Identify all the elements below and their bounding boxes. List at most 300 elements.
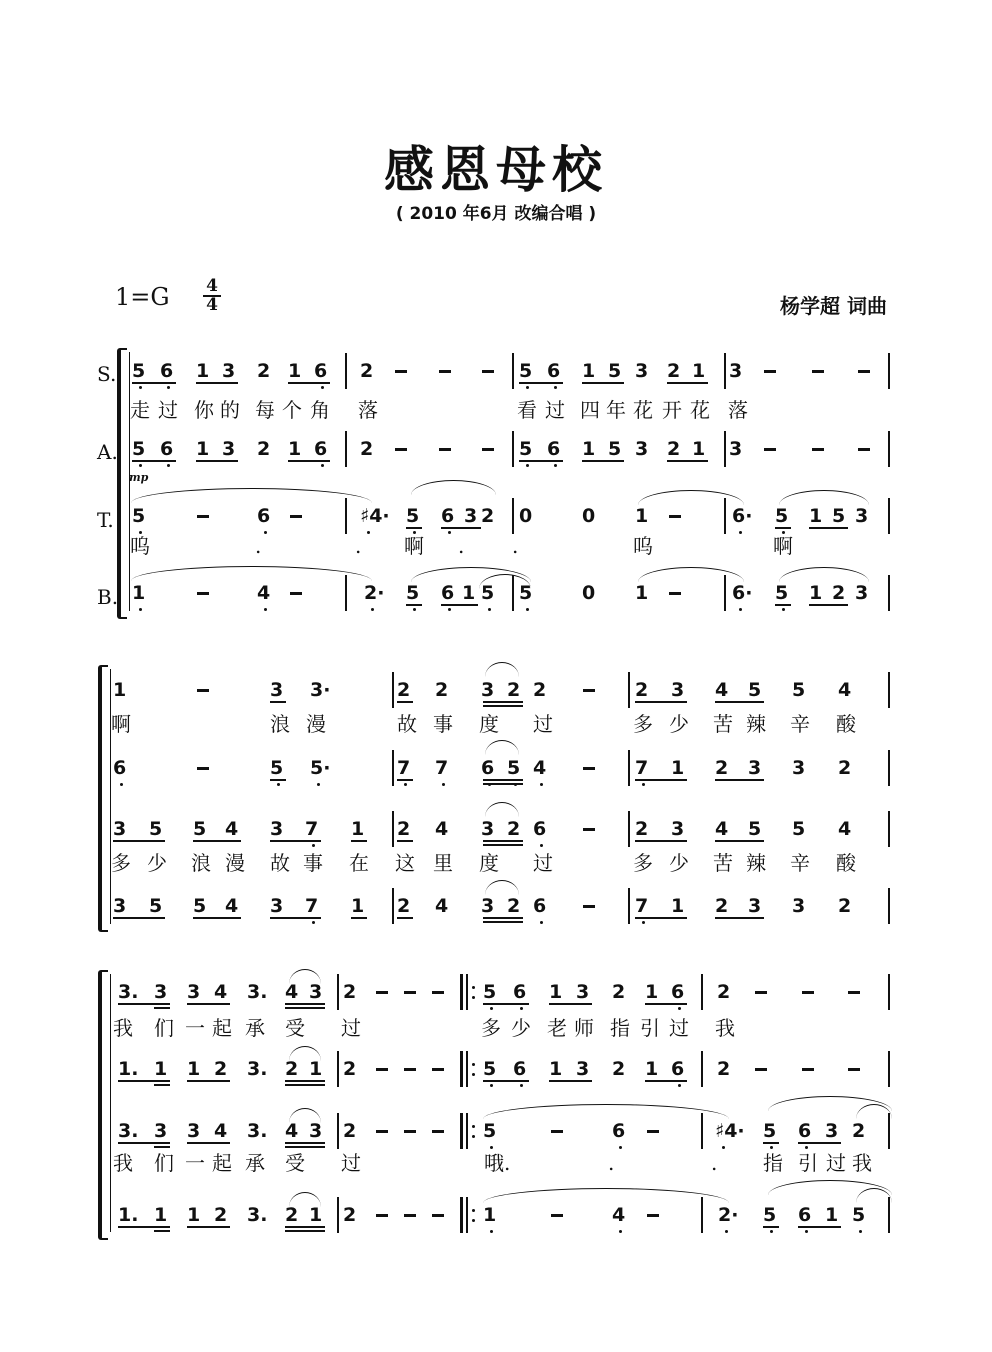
note: 7 [305, 895, 319, 917]
beam-underline [285, 1226, 325, 1228]
time-signature-bottom: 4 [206, 295, 218, 315]
beam-underline [270, 701, 286, 703]
dynamic-marking: mp [129, 471, 149, 484]
slur [289, 1192, 321, 1207]
note: 1 [154, 1058, 168, 1080]
note: 5 [608, 360, 622, 382]
note: 6 [481, 757, 495, 779]
lyric: . [458, 534, 465, 558]
lyric: 事 [433, 712, 453, 736]
note: 3 [309, 981, 323, 1003]
bar-line [392, 888, 394, 924]
bar-line [888, 498, 890, 534]
lyric: 度 [479, 851, 499, 875]
lyric: 个 [282, 398, 302, 422]
low-octave-dot [317, 783, 320, 786]
system-brace-line [110, 669, 111, 924]
beam-underline [270, 779, 286, 781]
bar-line [888, 575, 890, 611]
sustain-dash [583, 828, 595, 831]
sustain-dash [812, 448, 824, 451]
note: 1 [196, 438, 210, 460]
low-octave-dot [490, 1084, 493, 1087]
sustain-dash [290, 592, 302, 595]
lyric: 我 [113, 1016, 133, 1040]
slur [485, 802, 519, 817]
lyric: 你 [194, 398, 214, 422]
lyric: . [255, 534, 262, 558]
note: 4 [838, 679, 852, 701]
sustain-dash [404, 1130, 416, 1133]
note: 1 [582, 438, 596, 460]
note: 1. [118, 1058, 139, 1080]
lyric: 们 [154, 1016, 174, 1040]
bar-line [512, 575, 514, 611]
note: 3 [671, 679, 685, 701]
sustain-dash [290, 515, 302, 518]
beam-underline [193, 917, 241, 919]
note: 3 [748, 895, 762, 917]
note: 3 [309, 1120, 323, 1142]
note: 1 [187, 1204, 201, 1226]
beam-underline [154, 1226, 170, 1228]
lyric: 多 [633, 851, 653, 875]
sustain-dash [432, 1130, 444, 1133]
system-brace [117, 348, 127, 619]
note: 5 [832, 505, 846, 527]
note: 1 [671, 757, 685, 779]
sustain-dash [439, 448, 451, 451]
slur [485, 662, 519, 677]
note: 5 [519, 360, 533, 382]
note: 6· [732, 582, 753, 604]
note: 5 [519, 438, 533, 460]
lyric: 一 [185, 1151, 205, 1175]
lyric: 过 [669, 1016, 689, 1040]
low-octave-dot [642, 921, 645, 924]
bar-line [512, 498, 514, 534]
note: 1 [187, 1058, 201, 1080]
low-octave-dot [526, 464, 529, 467]
sustain-dash [439, 370, 451, 373]
low-octave-dot [321, 386, 324, 389]
note: 5 [406, 505, 420, 527]
sustain-dash [802, 1068, 814, 1071]
beam-underline-double [285, 1230, 325, 1232]
note: 6 [798, 1120, 812, 1142]
low-octave-dot [722, 1146, 725, 1149]
slur [638, 490, 744, 505]
low-octave-dot [139, 608, 142, 611]
bar-line [888, 888, 890, 924]
beam-underline [715, 917, 764, 919]
beam-underline [285, 1142, 325, 1144]
bar-line [888, 1197, 890, 1233]
voice-label: A. [97, 440, 118, 464]
beam-underline [645, 1003, 687, 1005]
note: 2 [635, 679, 649, 701]
composer-credit: 杨学超 词曲 [780, 294, 887, 318]
lyric: 酸 [836, 712, 856, 736]
note: 5 [270, 757, 284, 779]
note: 3 [792, 895, 806, 917]
beam-underline [798, 1142, 841, 1144]
beam-underline [113, 917, 165, 919]
note: 3 [113, 818, 127, 840]
note: 3. [247, 1204, 268, 1226]
lyric: 少 [147, 851, 167, 875]
lyric: 指 [610, 1016, 630, 1040]
lyric: 多 [111, 851, 131, 875]
slur [131, 488, 372, 503]
beam-underline-double [154, 1230, 170, 1232]
note: 4 [838, 818, 852, 840]
note: 3 [855, 582, 869, 604]
note: 7 [305, 818, 319, 840]
note: 2 [343, 1204, 357, 1226]
beam-underline-double [285, 1007, 325, 1009]
lyric: 起 [212, 1016, 232, 1040]
note: 6 [798, 1204, 812, 1226]
note: 2 [435, 679, 449, 701]
note: 5 [132, 438, 146, 460]
sustain-dash [848, 991, 860, 994]
slur [483, 1188, 729, 1203]
low-octave-dot [642, 783, 645, 786]
bar-line [724, 575, 726, 611]
low-octave-dot [678, 1084, 681, 1087]
note: 5 [775, 582, 789, 604]
beam-underline [397, 701, 413, 703]
note: 2 [397, 895, 411, 917]
lyric: 少 [511, 1016, 531, 1040]
beam-underline [483, 701, 523, 703]
note: 2 [852, 1120, 866, 1142]
beam-underline [441, 527, 481, 529]
lyric: 苦 [713, 851, 733, 875]
note: 4 [715, 818, 729, 840]
lyric: 里 [433, 851, 453, 875]
bar-line [345, 431, 347, 467]
beam-underline [635, 840, 687, 842]
sustain-dash [764, 370, 776, 373]
note: 4 [435, 818, 449, 840]
note: ♯4· [715, 1120, 745, 1142]
low-octave-dot [678, 1007, 681, 1010]
lyric: 在 [349, 851, 369, 875]
note: 5 [792, 818, 806, 840]
sustain-dash [802, 991, 814, 994]
low-octave-dot [371, 608, 374, 611]
sustain-dash [551, 1130, 563, 1133]
beam-underline [667, 460, 708, 462]
lyric: 过 [533, 712, 553, 736]
bar-line [337, 1051, 339, 1087]
repeat-dot [472, 1219, 475, 1222]
beam-underline-double [285, 1146, 325, 1148]
bar-line [628, 811, 630, 847]
note: 3 [481, 895, 495, 917]
note: 5 [763, 1120, 777, 1142]
slur [131, 566, 372, 581]
sustain-dash [583, 767, 595, 770]
beam-underline [351, 840, 367, 842]
low-octave-dot [448, 608, 451, 611]
low-octave-dot [540, 844, 543, 847]
note: 4 [214, 981, 228, 1003]
sustain-dash [764, 448, 776, 451]
note: 2 [612, 1058, 626, 1080]
beam-underline [483, 917, 523, 919]
sustain-dash [197, 515, 209, 518]
note: 5 [132, 360, 146, 382]
note: 5 [406, 582, 420, 604]
low-octave-dot [120, 783, 123, 786]
note: 6 [160, 438, 174, 460]
beam-underline [483, 840, 523, 842]
bar-line [337, 974, 339, 1010]
lyric: 这 [395, 851, 415, 875]
beam-underline [288, 382, 330, 384]
lyric: 的 [220, 398, 240, 422]
beam-underline-double [483, 705, 523, 707]
lyric: 过 [341, 1016, 361, 1040]
note: 4 [225, 818, 239, 840]
low-octave-dot [490, 1007, 493, 1010]
beam-underline [715, 840, 764, 842]
sustain-dash [482, 370, 494, 373]
lyric: 啊 [111, 712, 131, 736]
sustain-dash [432, 1068, 444, 1071]
repeat-dot [472, 1135, 475, 1138]
note: 6 [160, 360, 174, 382]
lyric: 我 [113, 1151, 133, 1175]
beam-underline-double [154, 1007, 170, 1009]
lyric: 受 [285, 1151, 305, 1175]
slur [779, 567, 869, 582]
beam-underline [285, 1003, 325, 1005]
low-octave-dot [442, 783, 445, 786]
lyric: 一 [185, 1016, 205, 1040]
bar-line [724, 353, 726, 389]
lyric: 故 [270, 851, 290, 875]
low-octave-dot [782, 608, 785, 611]
low-octave-dot [413, 608, 416, 611]
lyric: 故 [397, 712, 417, 736]
beam-underline [775, 604, 791, 606]
beam-underline-double [483, 921, 523, 923]
low-octave-dot [619, 1146, 622, 1149]
beam-underline [406, 527, 422, 529]
note: 3 [113, 895, 127, 917]
note: 5 [132, 505, 146, 527]
repeat-bar-thick [460, 1197, 463, 1233]
note: 1 [288, 360, 302, 382]
note: 7 [635, 895, 649, 917]
lyric: 们 [154, 1151, 174, 1175]
low-octave-dot [540, 921, 543, 924]
lyric: 受 [285, 1016, 305, 1040]
note: 3 [154, 981, 168, 1003]
note: 2 [360, 438, 374, 460]
note: 6 [441, 582, 455, 604]
note: 5 [149, 818, 163, 840]
page-title: 感恩母校 [384, 141, 608, 199]
sustain-dash [848, 1068, 860, 1071]
note: 6 [533, 895, 547, 917]
beam-underline-double [154, 1084, 170, 1086]
repeat-dot [472, 1209, 475, 1212]
slur [289, 969, 321, 984]
lyric: 老 [547, 1016, 567, 1040]
bar-line [888, 750, 890, 786]
repeat-dot [472, 996, 475, 999]
lyric: 引 [798, 1151, 818, 1175]
repeat-bar-thin [466, 1113, 468, 1149]
repeat-dot [472, 986, 475, 989]
note: 6 [113, 757, 127, 779]
note: 3 [729, 438, 743, 460]
note: 3 [576, 1058, 590, 1080]
note: 3 [222, 360, 236, 382]
note: 5 [519, 582, 533, 604]
lyric: 承 [245, 1151, 265, 1175]
note: 1 [549, 981, 563, 1003]
system-brace [98, 665, 108, 932]
sustain-dash [647, 1130, 659, 1133]
note: 2 [360, 360, 374, 382]
note: 6 [671, 1058, 685, 1080]
note: 1 [692, 360, 706, 382]
note: 2 [343, 1120, 357, 1142]
note: 5 [149, 895, 163, 917]
beam-underline [519, 460, 563, 462]
bar-line [701, 1197, 703, 1233]
lyric: 起 [212, 1151, 232, 1175]
lyric: . [512, 534, 519, 558]
note: 3. [247, 1058, 268, 1080]
lyric: 过 [545, 398, 565, 422]
beam-underline [406, 604, 422, 606]
note: 6 [314, 438, 328, 460]
low-octave-dot [770, 1146, 773, 1149]
note: 2 [838, 895, 852, 917]
bar-line [888, 353, 890, 389]
bar-line [701, 1113, 703, 1149]
beam-underline [549, 1080, 592, 1082]
bar-line [701, 974, 703, 1010]
beam-underline [270, 917, 321, 919]
note: 6 [671, 981, 685, 1003]
sustain-dash [755, 991, 767, 994]
time-signature [203, 278, 221, 314]
lyric: 漫 [225, 851, 245, 875]
slur [411, 480, 496, 495]
lyric: 少 [669, 851, 689, 875]
note: 1 [132, 582, 146, 604]
time-signature-top: 4 [203, 278, 221, 297]
note: 1 [462, 582, 476, 604]
note: 3 [270, 818, 284, 840]
sustain-dash [404, 991, 416, 994]
sustain-dash [858, 448, 870, 451]
beam-underline [635, 917, 687, 919]
beam-underline [667, 382, 708, 384]
note: 2 [717, 1058, 731, 1080]
beam-underline [582, 382, 624, 384]
note: 5 [483, 981, 497, 1003]
note: 6 [513, 1058, 527, 1080]
lyric: 浪 [270, 712, 290, 736]
bar-line [392, 672, 394, 708]
lyric: 落 [728, 398, 748, 422]
bar-line [337, 1197, 339, 1233]
note: 2 [481, 505, 495, 527]
note: 1 [825, 1204, 839, 1226]
voice-label: T. [97, 508, 114, 532]
lyric: 多 [481, 1016, 501, 1040]
note: 4 [435, 895, 449, 917]
note: 1 [635, 505, 649, 527]
beam-underline [113, 840, 165, 842]
note: 1 [113, 679, 127, 701]
note: 1 [809, 582, 823, 604]
note: 0 [582, 582, 596, 604]
sustain-dash [376, 991, 388, 994]
low-octave-dot [526, 608, 529, 611]
lyric: 引 [640, 1016, 660, 1040]
lyric: 花 [633, 398, 653, 422]
low-octave-dot [264, 531, 267, 534]
sustain-dash [669, 515, 681, 518]
lyric: 辛 [790, 851, 810, 875]
note: 3 [464, 505, 478, 527]
note: 5 [748, 818, 762, 840]
voice-label: B. [97, 585, 119, 609]
note: 6 [513, 981, 527, 1003]
low-octave-dot [167, 386, 170, 389]
beam-underline [519, 382, 563, 384]
bar-line [392, 811, 394, 847]
note: 5 [507, 757, 521, 779]
lyric: 过 [158, 398, 178, 422]
note: 5 [852, 1204, 866, 1226]
note: 1 [671, 895, 685, 917]
beam-underline [483, 1003, 529, 1005]
note: 1 [483, 1204, 497, 1226]
low-octave-dot [277, 783, 280, 786]
repeat-bar-thin [466, 1197, 468, 1233]
note: 4 [285, 981, 299, 1003]
note: 5 [193, 895, 207, 917]
beam-underline [715, 701, 764, 703]
lyric: 我 [852, 1151, 872, 1175]
bar-line [724, 498, 726, 534]
bar-line [628, 750, 630, 786]
note: 3. [247, 1120, 268, 1142]
slur [779, 490, 869, 505]
note: 2 [397, 818, 411, 840]
lyric: 承 [245, 1016, 265, 1040]
repeat-dot [472, 1073, 475, 1076]
note: 2 [257, 360, 271, 382]
lyric: 辛 [790, 712, 810, 736]
note: 4 [257, 582, 271, 604]
beam-underline [441, 604, 478, 606]
beam-underline [154, 1080, 170, 1082]
lyric: 花 [690, 398, 710, 422]
note: 6· [732, 505, 753, 527]
